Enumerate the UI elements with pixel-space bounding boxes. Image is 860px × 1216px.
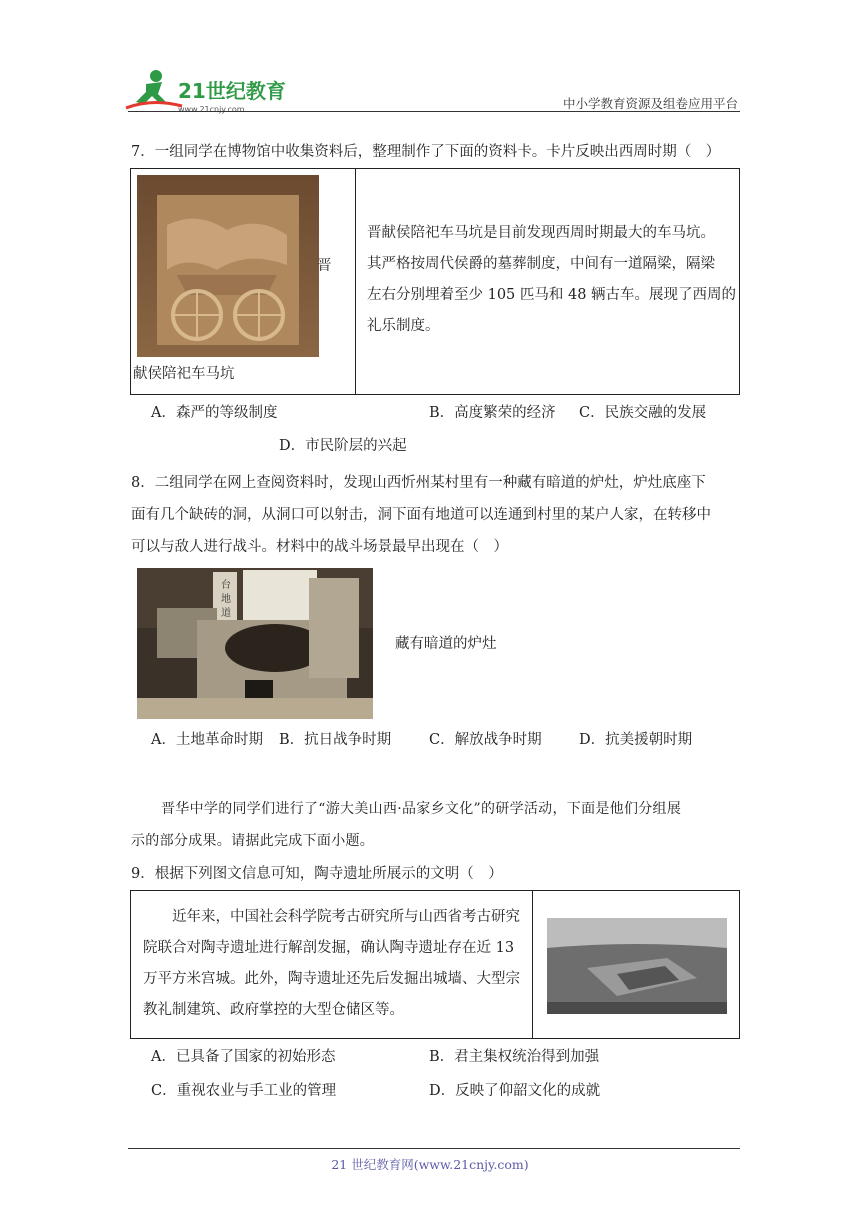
footer-divider <box>128 1148 740 1149</box>
q8-stem-line: 8．二组同学在网上查阅资料时，发现山西忻州某村里有一种藏有暗道的炉灶，炉灶底座下 <box>131 475 706 491</box>
logo-url: www.21cnjy.com <box>178 105 245 114</box>
q9-card-line: 院联合对陶寺遗址进行解剖发掘，确认陶寺遗址存在近 13 <box>143 940 515 956</box>
q7-option-a[interactable]: A．森严的等级制度 <box>151 405 278 421</box>
q7-card-divider <box>355 169 356 394</box>
q7-card-text <box>367 218 737 342</box>
q8-stem-line: 面有几个缺砖的洞，从洞口可以射击，洞下面有地道可以连通到村里的某户人家，在转移中 <box>131 507 711 523</box>
q9-option-a[interactable]: A．已具备了国家的初始形态 <box>151 1049 336 1065</box>
q9-card-text <box>143 902 533 1026</box>
q7-card-line: 其严格按周代侯爵的墓葬制度，中间有一道隔梁，隔梁 <box>367 256 715 272</box>
intro-line: 示的部分成果。请据此完成下面小题。 <box>131 833 375 849</box>
q8-stem <box>131 467 711 563</box>
q8-image-caption: 藏有暗道的炉灶 <box>395 636 497 652</box>
q7-stem: 7．一组同学在博物馆中收集资料后，整理制作了下面的资料卡。卡片反映出西周时期（ ） <box>131 144 721 160</box>
q8-option-d[interactable]: D．抗美援朝时期 <box>579 732 693 748</box>
q9-option-d[interactable]: D．反映了仰韶文化的成就 <box>429 1083 601 1099</box>
q7-option-d[interactable]: D．市民阶层的兴起 <box>279 438 407 454</box>
q9-card-divider <box>532 891 533 1038</box>
image-sign-text: 台 <box>221 580 231 591</box>
q9-info-card <box>130 890 740 1039</box>
q7-resource-card <box>130 168 740 395</box>
q9-option-b[interactable]: B．君主集权统治得到加强 <box>429 1049 600 1065</box>
logo-text: 21世纪教育 <box>178 79 286 103</box>
q7-caption-part1: 晋 <box>317 258 332 274</box>
site-logo <box>122 68 292 116</box>
runner-logo-icon <box>122 68 292 116</box>
q9-card-line: 万平方米宫城。此外，陶寺遗址还先后发掘出城墙、大型宗 <box>143 971 520 987</box>
q7-option-b[interactable]: B．高度繁荣的经济 <box>429 405 556 421</box>
svg-text:道: 道 <box>221 608 231 619</box>
q7-option-c[interactable]: C．民族交融的发展 <box>579 405 707 421</box>
q8-option-c[interactable]: C．解放战争时期 <box>429 732 542 748</box>
section-intro <box>131 793 741 857</box>
platform-name: 中小学教育资源及组卷应用平台 <box>562 96 738 111</box>
svg-text:地: 地 <box>221 594 231 605</box>
q8-option-a[interactable]: A．土地革命时期 <box>151 732 263 748</box>
q9-option-c[interactable]: C．重视农业与手工业的管理 <box>151 1083 337 1099</box>
q9-stem: 9．根据下列图文信息可知，陶寺遗址所展示的文明（ ） <box>131 866 503 882</box>
stove-tunnel-photo <box>137 568 373 719</box>
intro-line: 晋华中学的同学们进行了“游大美山西·品家乡文化”的研学活动，下面是他们分组展 <box>161 801 682 817</box>
q9-card-line: 教礼制建筑、政府掌控的大型仓储区等。 <box>143 1002 404 1018</box>
q7-card-line: 晋献侯陪祀车马坑是目前发现西周时期最大的车马坑。 <box>367 225 715 241</box>
taosi-site-photo <box>547 918 727 1014</box>
q9-card-line: 近年来，中国社会科学院考古研究所与山西省考古研究 <box>172 909 520 925</box>
q8-stem-line: 可以与敌人进行战斗。材料中的战斗场景最早出现在（ ） <box>131 539 508 555</box>
q7-caption-part2: 献侯陪祀车马坑 <box>133 366 235 382</box>
chariot-pit-photo <box>137 175 319 357</box>
q7-card-line: 礼乐制度。 <box>367 318 440 334</box>
footer-link[interactable]: 21 世纪教育网(www.21cnjy.com) <box>331 1157 529 1172</box>
q8-option-b[interactable]: B．抗日战争时期 <box>279 732 392 748</box>
q7-card-line: 左右分别埋着至少 105 匹马和 48 辆古车。展现了西周的 <box>367 287 737 303</box>
